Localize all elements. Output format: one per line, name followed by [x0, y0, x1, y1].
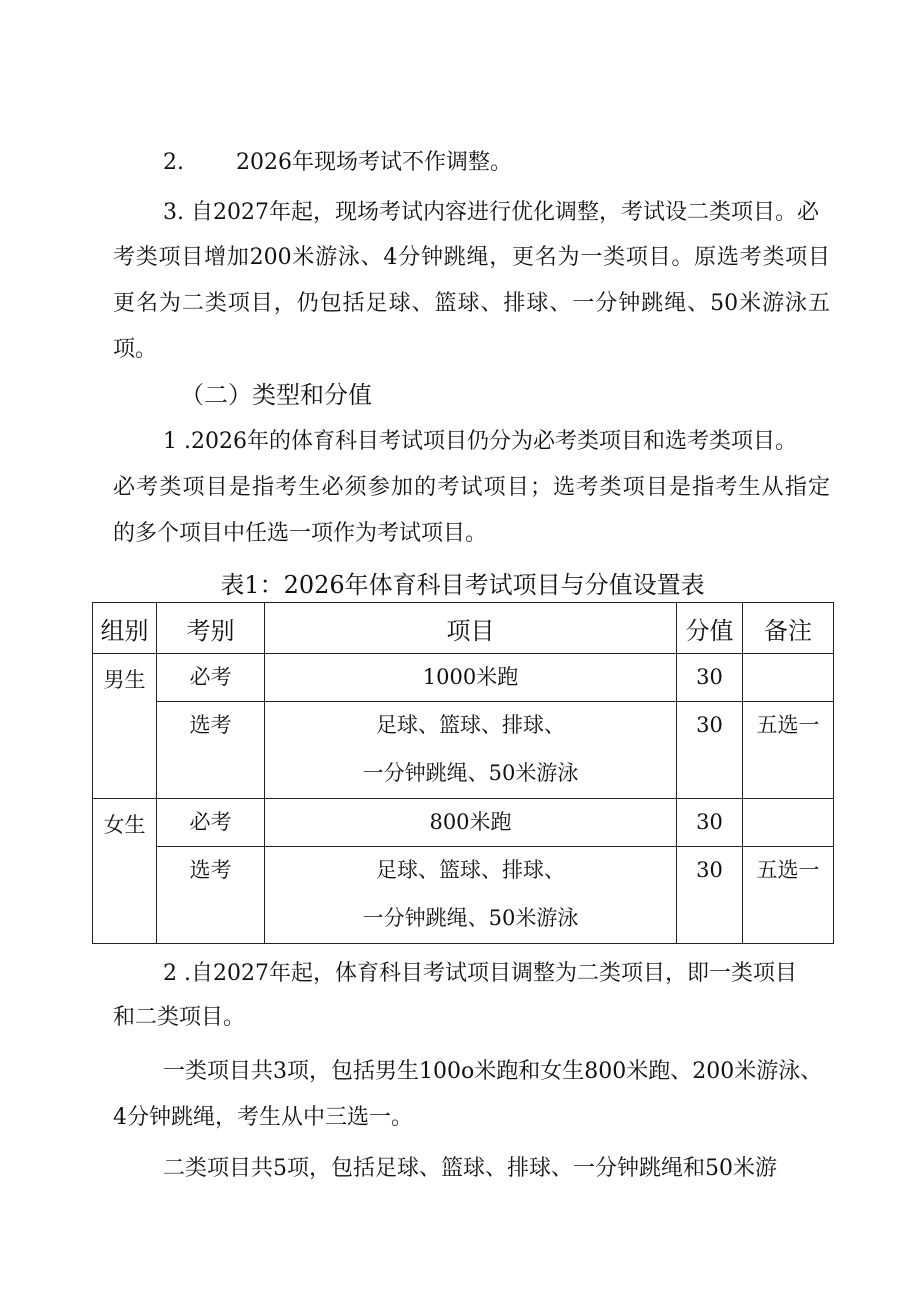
paragraph-item-3-line-1: 3. 自2027年起，现场考试内容进行优化调整，考试设二类项目。必 — [163, 200, 819, 225]
note-cell: 五选一 — [743, 847, 834, 944]
table-row — [93, 702, 834, 799]
table-row — [93, 847, 834, 944]
note-cell: 五选一 — [743, 702, 834, 799]
group-cell-male: 男生 — [93, 654, 157, 799]
item-line-1: 足球、篮球、排球、 — [376, 713, 565, 737]
item-cell: 800米跑 — [265, 799, 677, 847]
paragraph-item-3-line-3: 更名为二类项目，仍包括足球、篮球、排球、一分钟跳绳、50米游泳五 — [113, 291, 830, 316]
paragraph-class2-line-1: 二类项目共5项，包括足球、篮球、排球、一分钟跳绳和50米游 — [163, 1156, 777, 1181]
note-cell — [743, 799, 834, 847]
item-line-2: 一分钟跳绳、50米游泳 — [362, 761, 579, 785]
header-note: 备注 — [743, 603, 834, 654]
paragraph-types-line-2: 必考类项目是指考生必须参加的考试项目；选考类项目是指考生从指定 — [113, 475, 830, 500]
item-cell — [265, 702, 677, 799]
paragraph-item-2: 2026年现场考试不作调整。 — [236, 150, 512, 175]
header-exam-type: 考别 — [157, 603, 265, 654]
paragraph-item-3-line-4: 项。 — [113, 337, 158, 362]
exam-type-cell: 必考 — [157, 799, 265, 847]
paragraph-item-2-number: 2. — [163, 150, 184, 175]
score-cell: 30 — [677, 847, 743, 944]
section-heading: （二）类型和分值 — [180, 381, 372, 409]
paragraph-types-line-1: 1 .2026年的体育科目考试项目仍分为必考类项目和选考类项目。 — [163, 429, 797, 454]
item-cell — [265, 847, 677, 944]
score-cell: 30 — [677, 702, 743, 799]
exam-type-cell: 选考 — [157, 847, 265, 944]
paragraph-class1-line-1: 一类项目共3项，包括男生100o米跑和女生800米跑、200米游泳、 — [163, 1059, 823, 1084]
header-score: 分值 — [677, 603, 743, 654]
table-row — [93, 654, 834, 702]
table-header-row — [93, 603, 834, 654]
group-cell-female: 女生 — [93, 799, 157, 944]
item-cell: 1000米跑 — [265, 654, 677, 702]
paragraph-item-3-line-2: 考类项目增加200米游泳、4分钟跳绳，更名为一类项目。原选考类项目 — [113, 245, 830, 270]
exam-type-cell: 选考 — [157, 702, 265, 799]
table-caption: 表1：2026年体育科目考试项目与分值设置表 — [220, 571, 705, 599]
header-item: 项目 — [265, 603, 677, 654]
item-line-2: 一分钟跳绳、50米游泳 — [362, 906, 579, 930]
score-cell: 30 — [677, 654, 743, 702]
header-group: 组别 — [93, 603, 157, 654]
paragraph-types-line-3: 的多个项目中任选一项作为考试项目。 — [113, 521, 488, 546]
paragraph-adjust-line-1: 2 .自2027年起，体育科目考试项目调整为二类项目，即一类项目 — [163, 961, 797, 986]
note-cell — [743, 654, 834, 702]
exam-type-cell: 必考 — [157, 654, 265, 702]
paragraph-class1-line-2: 4分钟跳绳，考生从中三选一。 — [113, 1105, 413, 1130]
item-line-1: 足球、篮球、排球、 — [376, 858, 565, 882]
paragraph-adjust-line-2: 和二类项目。 — [113, 1005, 246, 1030]
table-row — [93, 799, 834, 847]
score-cell: 30 — [677, 799, 743, 847]
score-table — [92, 602, 834, 944]
